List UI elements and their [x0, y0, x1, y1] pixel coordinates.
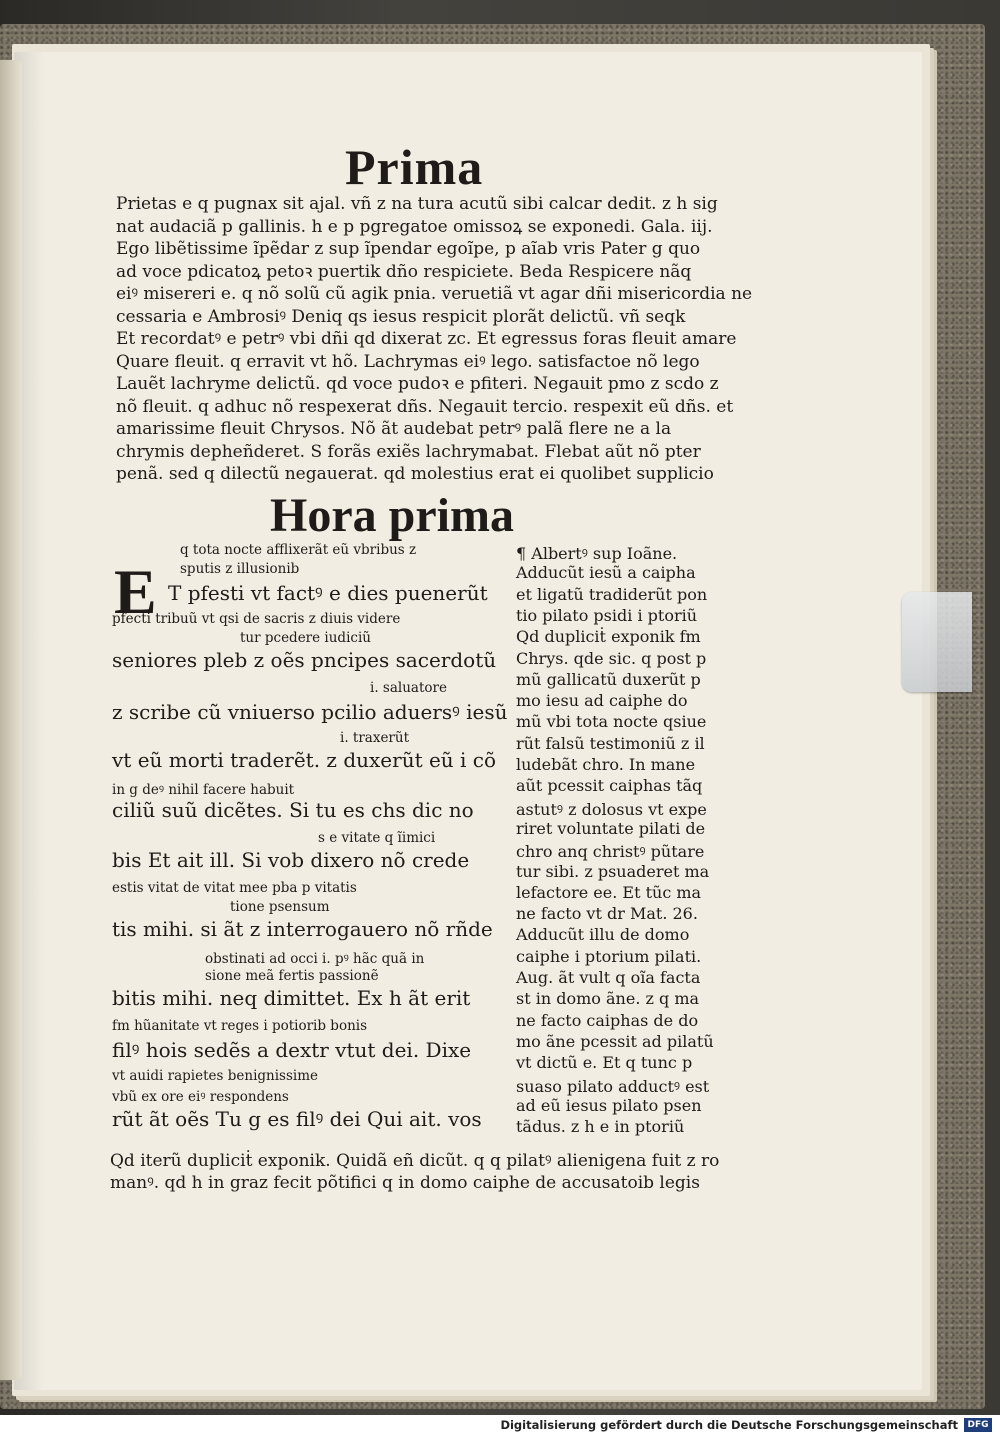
text-line: manꝰ. qd h in graz fecit põtifici q in domo caiphe de accusatoib legis [110, 1173, 700, 1193]
text-line: Lauẽt lachryme delictũ. qd voce pudoꝛ e pfiteri. Negauit pmo z scdo z [116, 374, 719, 394]
text-line: Prietas e q pugnax sit ajal. vñ z na tura acutũ sibi calcar dedit. z h sig [116, 194, 718, 214]
commentary-line: mũ gallicatũ duxerũt p [516, 669, 701, 689]
commentary-line: Adducũt illu de domo [516, 925, 690, 945]
facing-page-curl [0, 60, 22, 1380]
left-column-line: filꝰ hois sedẽs a dextr vtut dei. Dixe [112, 1038, 472, 1062]
left-column-line: bitis mihi. neq dimittet. Ex h ãt erit [112, 986, 471, 1010]
left-column-line: T pfesti vt factꝰ e dies puenerũt [168, 581, 488, 605]
text-line: nõ fleuit. q adhuc nõ respexerat dñs. Negauit tercio. respexit eũ dñs. et [116, 396, 734, 417]
text-line: eiꝰ misereri e. q nõ solũ cũ agik pnia. veruetiã vt agar dñi misericordia ne [116, 284, 753, 304]
text-line: Quare fleuit. q erravit vt hõ. Lachrymas eiꝰ lego. satisfactoe nõ lego [116, 351, 700, 372]
commentary-line: mo iesu ad caiphe do [516, 691, 688, 711]
left-column-line: pfecti tribuũ vt qsi de sacris z diuis videre [112, 611, 401, 627]
left-column-line: vt eũ morti traderẽt. z duxerũt eũ i cõ [112, 748, 497, 772]
text-line: cessaria e Ambrosiꝰ Deniq qs iesus respicit plorãt delictũ. vñ seqk [116, 306, 686, 327]
commentary-line: rũt falsũ testimoniũ z il [516, 733, 705, 753]
commentary-line: Aug. ãt vult q oĩa facta [516, 968, 701, 987]
left-column-line: tione psensum [230, 899, 330, 915]
left-column-line: ciliũ suũ dicẽtes. Si tu es chs dic no [112, 798, 474, 822]
text-line: penã. sed q dilectũ negauerat. qd molestius erat ei quolibet supplicio [116, 464, 714, 484]
dfg-logo: DFG [964, 1418, 992, 1432]
commentary-line: chro anq christꝰ pũtare [516, 842, 705, 862]
text-line: Qd iterũ dupliciṫ exponik. Quidã eñ dicũt. q q pilatꝰ alienigena fuit z ro [110, 1151, 720, 1171]
left-column-line: bis Et ait ill. Si vob dixero nõ crede [112, 848, 470, 872]
commentary-line: Adducũt iesũ a caipha [516, 563, 696, 583]
plastic-page-clip [902, 592, 972, 692]
commentary-line: tio pilato psidi i ptoriũ [516, 605, 698, 625]
left-column-line: fm hũanitate vt reges i potiorib bonis [112, 1018, 368, 1034]
left-column-line: i. traxerũt [340, 730, 410, 746]
left-column-line: vt auidi rapietes benignissime [112, 1068, 319, 1084]
left-column-line: in g deꝰ nihil facere habuit [112, 782, 295, 798]
commentary-line: riret voluntate pilati de [516, 818, 706, 838]
left-column-line: sione meã fertis passionẽ [205, 968, 379, 984]
commentary-line: Qd dupliciṫ exponik fm [516, 627, 701, 647]
commentary-line: tãdus. z h e in ptoriũ [516, 1117, 685, 1137]
commentary-line: ne facto vt dr Mat. 26. [516, 904, 698, 924]
initial-capital-e: E [114, 556, 157, 627]
commentary-line: et ligatũ tradiderũt pon [516, 584, 708, 604]
commentary-line: caiphe i ptorium pilati. [516, 946, 702, 966]
left-column-line: seniores pleb z oẽs pncipes sacerdotũ [112, 648, 497, 672]
text-line: nat audaciã p gallinis. h e p pgregatoe omissoꝝ se exponedi. Gala. iij. [116, 216, 713, 237]
commentary-line: lefactore ee. Et tũc ma [516, 882, 702, 902]
left-column-line: tis mihi. si ãt z interrogauero nõ rñde [112, 917, 493, 941]
left-column-line: sputis z illusionib [180, 561, 300, 577]
commentary-line: ¶ Albertꝰ sup Ioãne. [516, 544, 678, 563]
left-column-line: rũt ãt oẽs Tu g es filꝰ dei Qui ait. vos [112, 1107, 482, 1131]
commentary-line: ne facto caiphas de do [516, 1010, 699, 1030]
footer-credit: Digitalisierung gefördert durch die Deutsche Forschungsgemeinschaft [500, 1418, 958, 1432]
text-line: chrymis depheñderet. S forãs exiẽs lachrymabat. Flebat aũt nõ pter [116, 441, 701, 462]
commentary-line: vt dictũ e. Et q tunc p [516, 1053, 693, 1073]
running-title: Prima [345, 139, 484, 195]
text-line: Et recordatꝰ e petrꝰ vbi dñi qd dixerat zc. Et egressus foras fleuit amare [116, 329, 737, 349]
commentary-line: mũ vbi tota nocte qsiue [516, 712, 707, 732]
left-column-line: estis vitat de vitat mee pba p vitatis [112, 880, 357, 896]
commentary-line: st in domo ãne. z q ma [516, 989, 700, 1009]
text-line: Ego libẽtissime ĩpẽdar z sup ĩpendar egoĩpe, p aĩab vris Pater g quo [116, 239, 701, 259]
left-column-line: vbũ ex ore eiꝰ respondens [112, 1089, 289, 1105]
left-column-line: q tota nocte afflixerãt eũ vbribus z [180, 542, 417, 558]
commentary-line: aũt pcessit caiphas tãq [516, 776, 703, 796]
commentary-line: Chrys. qde sic. q post p [516, 648, 707, 668]
commentary-line: astutꝰ z dolosus vt expe [516, 799, 707, 819]
left-column-line: s e vitate q ĩimici [318, 830, 436, 846]
commentary-line: mo ãne pcessit ad pilatũ [516, 1031, 714, 1051]
commentary-line: ad eũ iesus pilato psen [516, 1095, 702, 1115]
left-column-line: tur pcedere iudiciũ [240, 630, 371, 646]
text-line: ad voce pdicatoꝝ petoꝛ puertik dño respiciete. Beda Respicere nãq [116, 261, 692, 282]
commentary-line: ludebãt chro. In mane [516, 755, 696, 774]
left-column-line: obstinati ad occi i. pꝰ hãc quã in [205, 951, 425, 967]
commentary-line: tur sibi. z psuaderet ma [516, 861, 710, 881]
section-heading: Hora prima [270, 489, 514, 542]
left-column-line: i. saluatore [370, 680, 447, 696]
text-line: amarissime fleuit Chrysos. Nõ ãt audebat petrꝰ palã flere ne a la [116, 419, 672, 439]
left-column-line: z scribe cũ vniuerso pcilio aduersꝰ iesũ [112, 700, 508, 724]
commentary-line: suaso pilato adductꝰ est [516, 1076, 710, 1096]
